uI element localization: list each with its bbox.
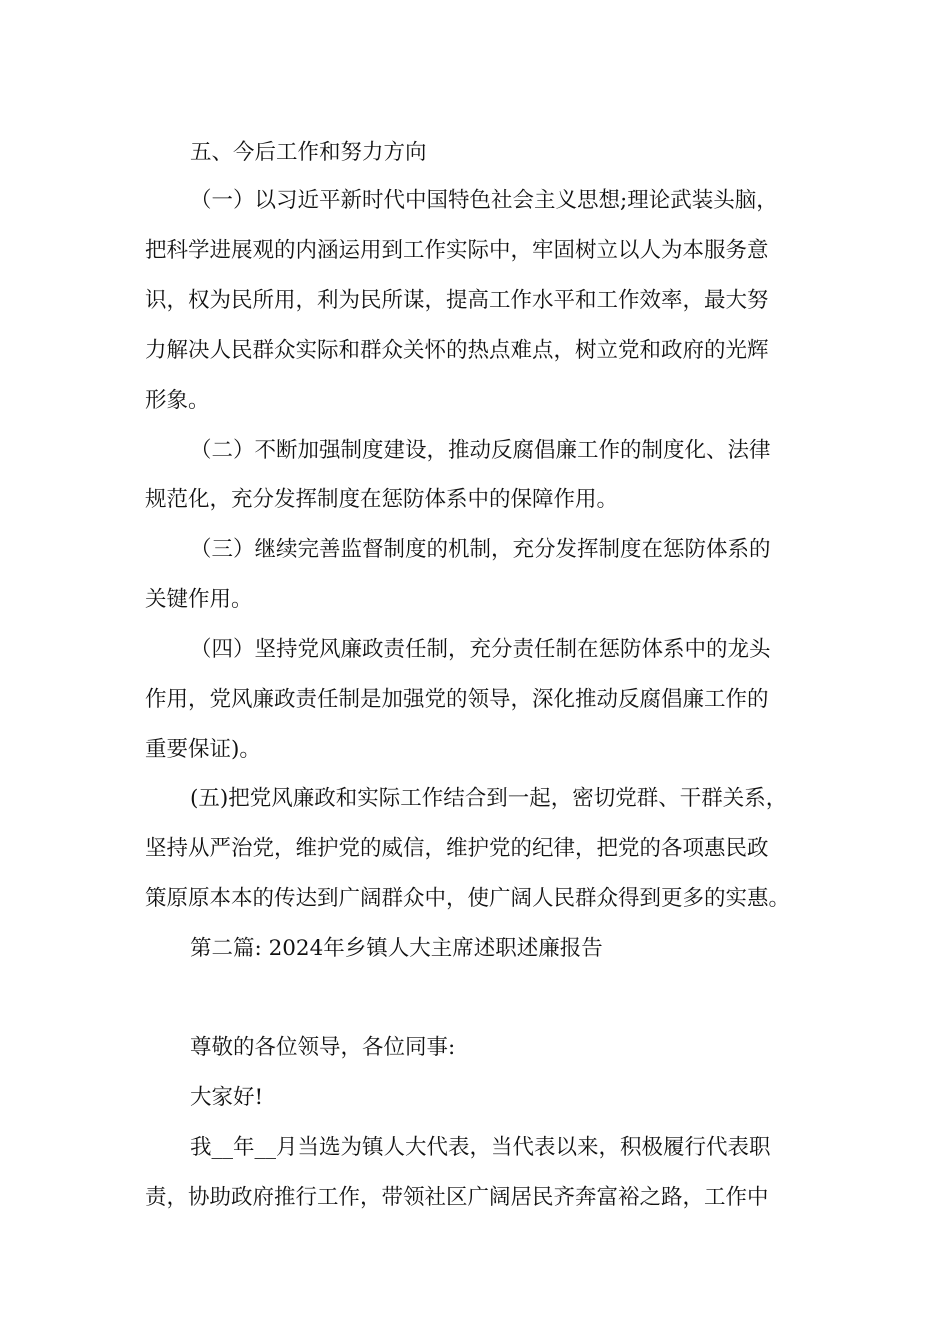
paragraph-line: 力解决人民群众实际和群众关怀的热点难点，树立党和政府的光辉	[145, 338, 769, 363]
paragraph-line: （三）继续完善监督制度的机制，充分发挥制度在惩防体系的	[190, 537, 771, 562]
paragraph-line: (五)把党风廉政和实际工作结合到一起，密切党群、干群关系，	[190, 786, 788, 811]
paragraph-line: 重要保证)。	[145, 737, 261, 762]
paragraph-line: 形象。	[145, 388, 210, 413]
paragraph-line: （一）以习近平新时代中国特色社会主义思想;理论武装头脑，	[190, 188, 778, 213]
paragraph-line: 规范化，充分发挥制度在惩防体系中的保障作用。	[145, 487, 619, 512]
paragraph-line: 把科学进展观的内涵运用到工作实际中，牢固树立以人为本服务意	[145, 238, 769, 263]
paragraph-line: （二）不断加强制度建设，推动反腐倡廉工作的制度化、法律	[190, 438, 771, 463]
paragraph-line: 识，权为民所用，利为民所谋，提高工作水平和工作效率，最大努	[145, 288, 769, 313]
paragraph-line: 作用，党风廉政责任制是加强党的领导，深化推动反腐倡廉工作的	[145, 687, 769, 712]
chapter-title: 第二篇: 2024年乡镇人大主席述职述廉报告	[190, 936, 603, 961]
section-heading: 五、今后工作和努力方向	[190, 140, 427, 165]
paragraph-line: 坚持从严治党，维护党的威信，维护党的纪律，把党的各项惠民政	[145, 836, 769, 861]
greeting: 大家好!	[190, 1085, 264, 1110]
paragraph-line: 策原原本本的传达到广阔群众中，使广阔人民群众得到更多的实惠。	[145, 886, 791, 911]
paragraph-line: 关键作用。	[145, 587, 253, 612]
paragraph-line: 责，协助政府推行工作，带领社区广阔居民齐奔富裕之路，工作中	[145, 1185, 769, 1210]
salutation: 尊敬的各位领导，各位同事:	[190, 1035, 456, 1060]
paragraph-line: 我__年__月当选为镇人大代表，当代表以来，积极履行代表职	[190, 1135, 771, 1160]
paragraph-line: （四）坚持党风廉政责任制，充分责任制在惩防体系中的龙头	[190, 637, 771, 662]
